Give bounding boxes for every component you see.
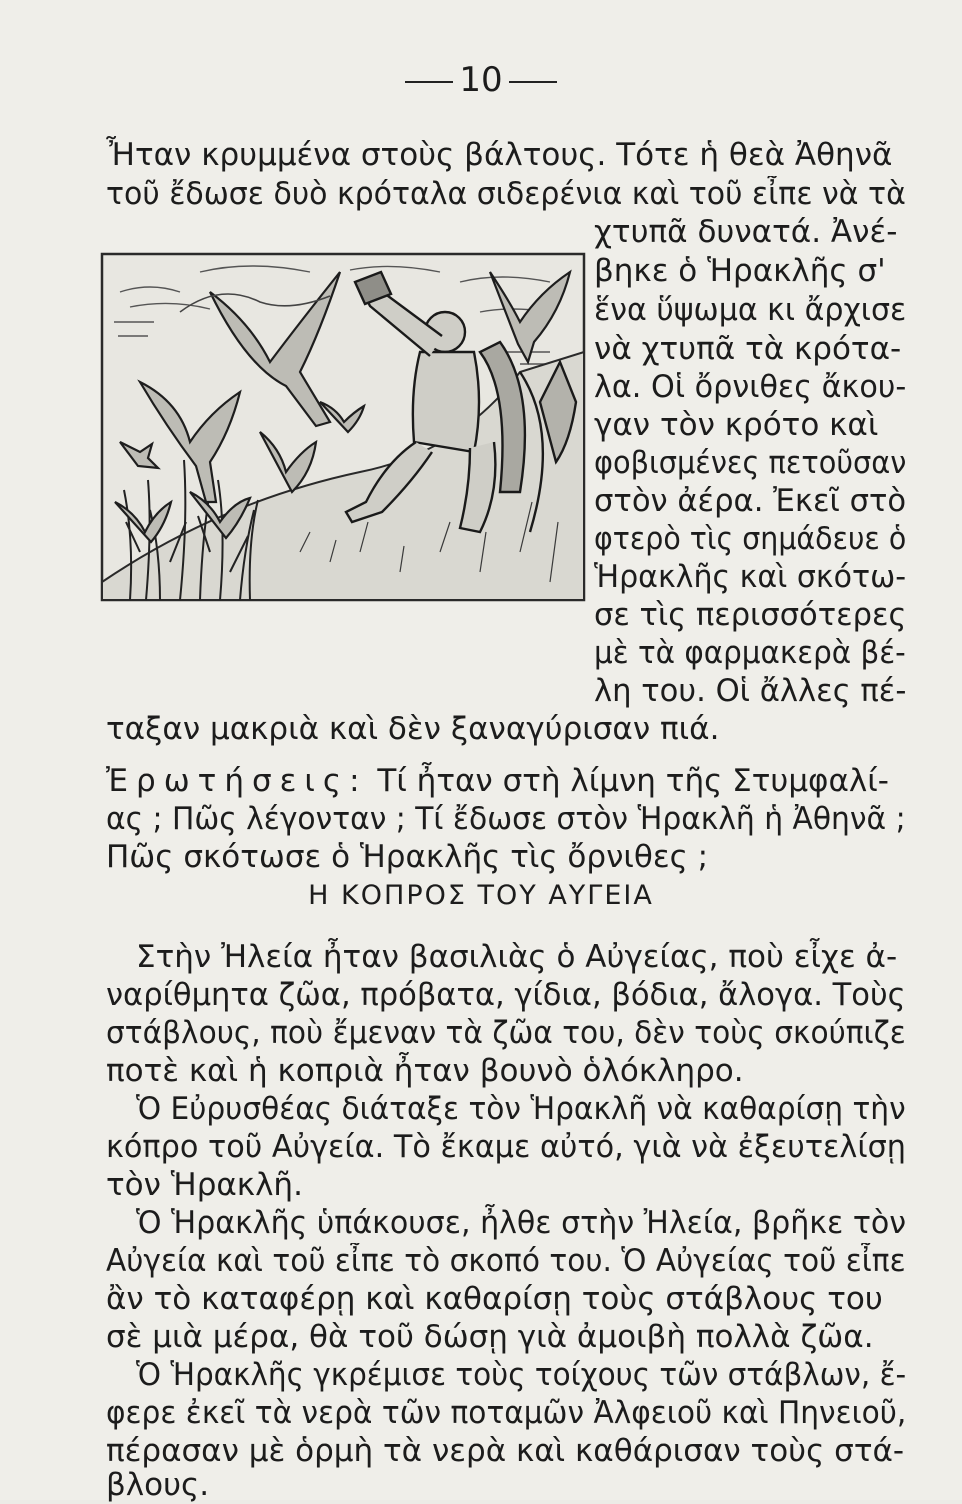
page-number-rule-right [509, 81, 557, 83]
text-line: νὰ χτυπᾶ τὰ κρότα- [594, 331, 902, 367]
questions-label: Ἐρωτήσεις: [106, 763, 368, 799]
text-line: τὸν Ἡρακλῆ. [106, 1167, 303, 1203]
text-line-content: Ἦταν κρυμμένα στοὺς βάλτους. Τότε ἡ θεὰ Ἀθηνᾶ [106, 137, 893, 173]
page-number [0, 60, 962, 100]
text-line: λα. Οἱ ὄρνιθες ἄκου- [594, 369, 907, 405]
text-line: ναρίθμητα ζῶα, πρόβατα, γίδια, βόδια, ἄλογα. Τοὺς [106, 977, 906, 1013]
text-line [106, 175, 906, 213]
illustration-drawing [100, 252, 586, 602]
stymphalian-birds-illustration [100, 252, 586, 602]
text-line: φερε ἐκεῖ τὰ νερὰ τῶν ποταμῶν Ἀλφειοῦ καὶ Πηνειοῦ, [106, 1395, 907, 1431]
text-line: ἂν τὸ καταφέρῃ καὶ καθαρίσῃ τοὺς στάβλους του [106, 1281, 883, 1317]
text-line: στὸν ἀέρα. Ἐκεῖ στὸ [594, 483, 907, 519]
text-line: χτυπᾶ δυνατά. Ἀνέ- [594, 214, 898, 250]
text-line: ταξαν μακριὰ καὶ δὲν ξαναγύρισαν πιά. [106, 711, 720, 747]
text-line: Στὴν Ἠλεία ἦταν βασιλιὰς ὁ Αὐγείας, ποὺ εἶχε ἀ- [136, 939, 898, 975]
text-line-content: τοῦ ἔδωσε δυὸ κρόταλα σιδερένια καὶ τοῦ εἶπε νὰ τὰ [106, 176, 906, 212]
text-line: Ὁ Εὐρυσθέας διάταξε τὸν Ἡρακλῆ νὰ καθαρίσῃ τὴν [136, 1091, 906, 1127]
text-line [106, 136, 906, 174]
questions-text: Τί ἦταν στὴ λίμνη τῆς Στυμφαλί- [377, 763, 889, 799]
text-line: Αὐγεία καὶ τοῦ εἶπε τὸ σκοπό του. Ὁ Αὐγείας τοῦ εἶπε [106, 1243, 906, 1279]
text-line: ποτὲ καὶ ἡ κοπριὰ ἦταν βουνὸ ὁλόκληρο. [106, 1053, 744, 1089]
questions-line: Πῶς σκότωσε ὁ Ἡρακλῆς τὶς ὄρνιθες ; [106, 839, 709, 875]
text-line: στάβλους, ποὺ ἔμεναν τὰ ζῶα του, δὲν τοὺς σκούπιζε [106, 1015, 906, 1051]
text-line: ἕνα ὕψωμα κι ἄρχισε [594, 292, 907, 328]
text-line: μὲ τὰ φαρμακερὰ βέ- [594, 635, 906, 671]
text-line: σὲ μιὰ μέρα, θὰ τοῦ δώσῃ γιὰ ἀμοιβὴ πολλὰ ζῶα. [106, 1319, 874, 1355]
text-line: Ὁ Ἡρακλῆς γκρέμισε τοὺς τοίχους τῶν στάβλων, ἔ- [136, 1357, 907, 1393]
text-line: βλους. [106, 1467, 210, 1503]
text-line: γαν τὸν κρότο καὶ [594, 407, 879, 443]
page-number-rule-left [405, 81, 453, 83]
text-line: κόπρο τοῦ Αὐγεία. Τὸ ἔκαμε αὐτό, γιὰ νὰ ἐξευτελίσῃ [106, 1129, 906, 1165]
text-line: βηκε ὁ Ἡρακλῆς σ' [594, 253, 886, 289]
questions-line: ας ; Πῶς λέγονταν ; Τί ἔδωσε στὸν Ἡρακλῆ ἡ Ἀθηνᾶ ; [106, 801, 906, 837]
text-line: σε τὶς περισσότερες [594, 597, 907, 633]
section-title: Η ΚΟΠΡΟΣ ΤΟΥ ΑΥΓΕΙΑ [308, 880, 654, 911]
text-line: Ἡρακλῆς καὶ σκότω- [594, 559, 907, 595]
questions-line [106, 762, 889, 800]
text-line: φοβισμένες πετοῦσαν [594, 445, 907, 481]
text-line: φτερὸ τὶς σημάδευε ὁ [594, 521, 907, 557]
text-line: λη του. Οἱ ἄλλες πέ- [594, 673, 907, 709]
text-line: Ὁ Ἡρακλῆς ὑπάκουσε, ἦλθε στὴν Ἠλεία, βρῆκε τὸν [136, 1205, 907, 1241]
text-line: πέρασαν μὲ ὁρμὴ τὰ νερὰ καὶ καθάρισαν τοὺς στά- [106, 1433, 905, 1469]
heracles-torso [413, 352, 479, 452]
page-number-text: 10 [459, 60, 503, 100]
